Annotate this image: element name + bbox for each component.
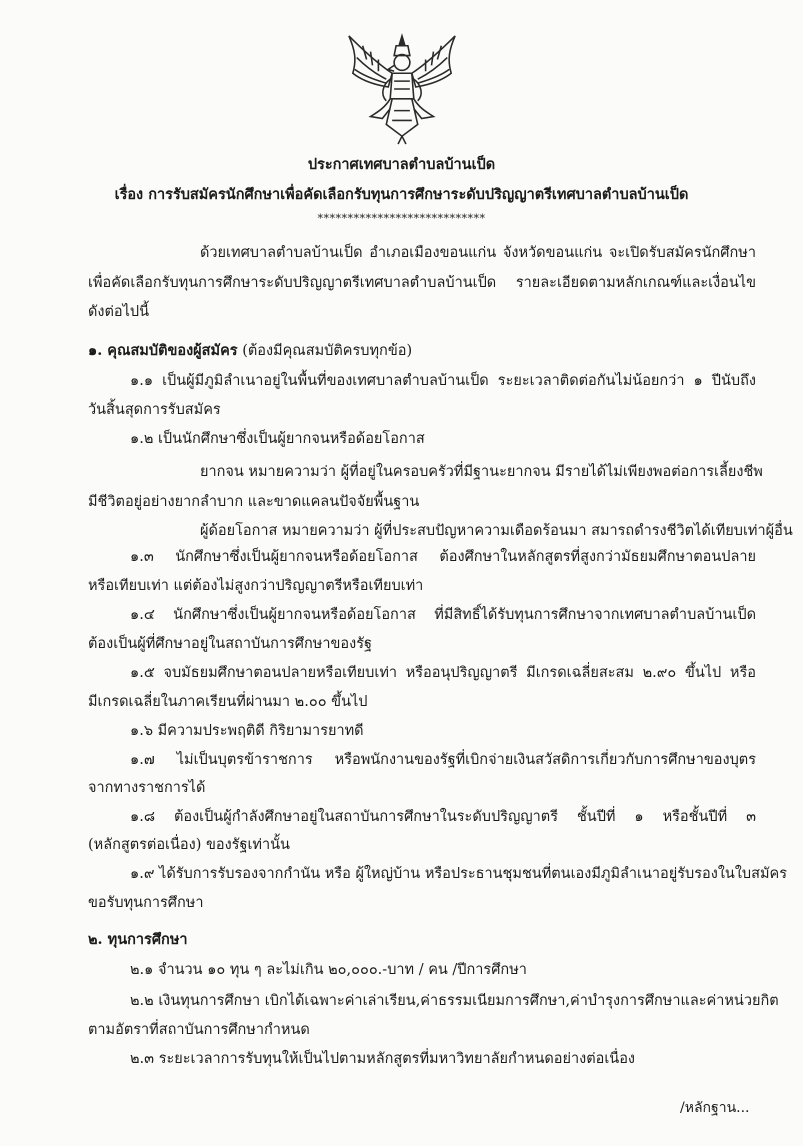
item-2-3: ๒.๓ ระยะเวลาการรับทุนให้เป็นไปตามหลักสูตรที่มหาวิทยาลัยกำหนดอย่างต่อเนื่อง xyxy=(130,1051,636,1067)
item-1-9-line-2: ขอรับทุนการศึกษา xyxy=(88,895,204,911)
intro-line-2: เพื่อคัดเลือกรับทุนการศึกษาระดับปริญญาตรีเทศบาลตำบลบ้านเป็ด รายละเอียดตามหลักเกณฑ์และเงื่อนไข xyxy=(88,275,756,291)
section-1-heading: ๑. คุณสมบัติของผู้สมัคร xyxy=(88,342,238,359)
item-1-1-line-1: ๑.๑ เป็นผู้มีภูมิลำเนาอยู่ในพื้นที่ของเทศบาลตำบลบ้านเป็ด ระยะเวลาติดต่อกันไม่น้อยกว่า ๑ ปีนับถึง xyxy=(130,373,756,389)
item-1-5-line-1: ๑.๕ จบมัธยมศึกษาตอนปลายหรือเทียบเท่า หรืออนุปริญญาตรี มีเกรดเฉลี่ยสะสม ๒.๙๐ ขึ้นไป หรือ xyxy=(130,665,756,681)
item-1-4-line-1: ๑.๔ นักศึกษาซึ่งเป็นผู้ยากจนหรือด้อยโอกาส ที่มีสิทธิ์ได้รับทุนการศึกษาจากเทศบาลตำบลบ้านเป็ด xyxy=(130,607,756,623)
item-2-2-line-1: ๒.๒ เงินทุนการศึกษา เบิกได้เฉพาะค่าเล่าเรียน,ค่าธรรมเนียมการศึกษา,ค่าบำรุงการศึกษาและค่าหน่วยกิต xyxy=(130,993,779,1009)
continued-marker: /หลักฐาน... xyxy=(680,1100,750,1116)
item-1-6: ๑.๖ มีความประพฤติดี กิริยามารยาทดี xyxy=(130,723,364,739)
garuda-emblem-icon xyxy=(343,30,461,148)
item-1-3-line-2: หรือเทียบเท่า แต่ต้องไม่สูงกว่าปริญญาตรีหรือเทียบเท่า xyxy=(88,578,424,594)
intro-line-1: ด้วยเทศบาลตำบลบ้านเป็ด อำเภอเมืองขอนแก่น จังหวัดขอนแก่น จะเปิดรับสมัครนักศึกษา xyxy=(200,245,756,261)
item-1-2: ๑.๒ เป็นนักศึกษาซึ่งเป็นผู้ยากจนหรือด้อยโอกาส xyxy=(130,431,425,447)
item-1-2-poor-line-2: มีชีวิตอยู่อย่างยากลำบาก และขาดแคลนปัจจัยพื้นฐาน xyxy=(88,494,420,510)
item-1-1-line-2: วันสิ้นสุดการรับสมัคร xyxy=(88,402,221,418)
announcement-title: ประกาศเทศบาลตำบลบ้านเป็ด xyxy=(307,156,496,173)
item-2-1: ๒.๑ จำนวน ๑๐ ทุน ๆ ละไม่เกิน ๒๐,๐๐๐.-บาท / คน /ปีการศึกษา xyxy=(130,962,527,978)
announcement-subject: เรื่อง การรับสมัครนักศึกษาเพื่อคัดเลือกรับทุนการศึกษาระดับปริญญาตรีเทศบาลตำบลบ้านเป็ด xyxy=(114,186,689,203)
item-1-7-line-2: จากทางราชการได้ xyxy=(88,780,206,796)
section-1-heading-note: (ต้องมีคุณสมบัติครบทุกข้อ) xyxy=(242,343,413,359)
item-1-3-line-1: ๑.๓ นักศึกษาซึ่งเป็นผู้ยากจนหรือด้อยโอกาส ต้องศึกษาในหลักสูตรที่สูงกว่ามัธยมศึกษาตอนปลาย xyxy=(130,549,756,565)
item-1-5-line-2: มีเกรดเฉลี่ยในภาคเรียนที่ผ่านมา ๒.๐๐ ขึ้นไป xyxy=(88,694,368,710)
item-1-8-line-2: (หลักสูตรต่อเนื่อง) ของรัฐเท่านั้น xyxy=(88,837,290,853)
item-2-2-line-2: ตามอัตราที่สถาบันการศึกษากำหนด xyxy=(88,1022,310,1038)
section-2-heading: ๒. ทุนการศึกษา xyxy=(88,931,188,948)
item-1-2-poor-line-1: ยากจน หมายความว่า ผู้ที่อยู่ในครอบครัวที่มีฐานะยากจน มีรายได้ไม่เพียงพอต่อการเลี้ยงชีพ xyxy=(200,464,763,480)
item-1-9-line-1: ๑.๙ ได้รับการรับรองจากกำนัน หรือ ผู้ใหญ่บ้าน หรือประธานชุมชนที่ตนเองมีภูมิลำเนาอยู่รับรองในใบสมัคร xyxy=(130,866,787,882)
item-1-4-line-2: ต้องเป็นผู้ที่ศึกษาอยู่ในสถาบันการศึกษาของรัฐ xyxy=(88,636,372,652)
item-1-8-line-1: ๑.๘ ต้องเป็นผู้กำลังศึกษาอยู่ในสถาบันการศึกษาในระดับปริญญาตรี ชั้นปีที่ ๑ หรือชั้นปีที่ ๓ xyxy=(130,809,756,825)
item-1-2-disadvantaged: ผู้ด้อยโอกาส หมายความว่า ผู้ที่ประสบปัญหาความเดือดร้อนมา สมารถดำรงชีวิตได้เทียบเท่าผู้อื่น xyxy=(200,523,793,539)
title-divider: **************************** xyxy=(317,212,486,225)
section-1-heading-row xyxy=(88,339,412,362)
item-1-7-line-1: ๑.๗ ไม่เป็นบุตรข้าราชการ หรือพนักงานของรัฐที่เบิกจ่ายเงินสวัสดิการเกี่ยวกับการศึกษาของบุตร xyxy=(130,752,756,768)
intro-line-3: ดังต่อไปนี้ xyxy=(88,304,150,320)
